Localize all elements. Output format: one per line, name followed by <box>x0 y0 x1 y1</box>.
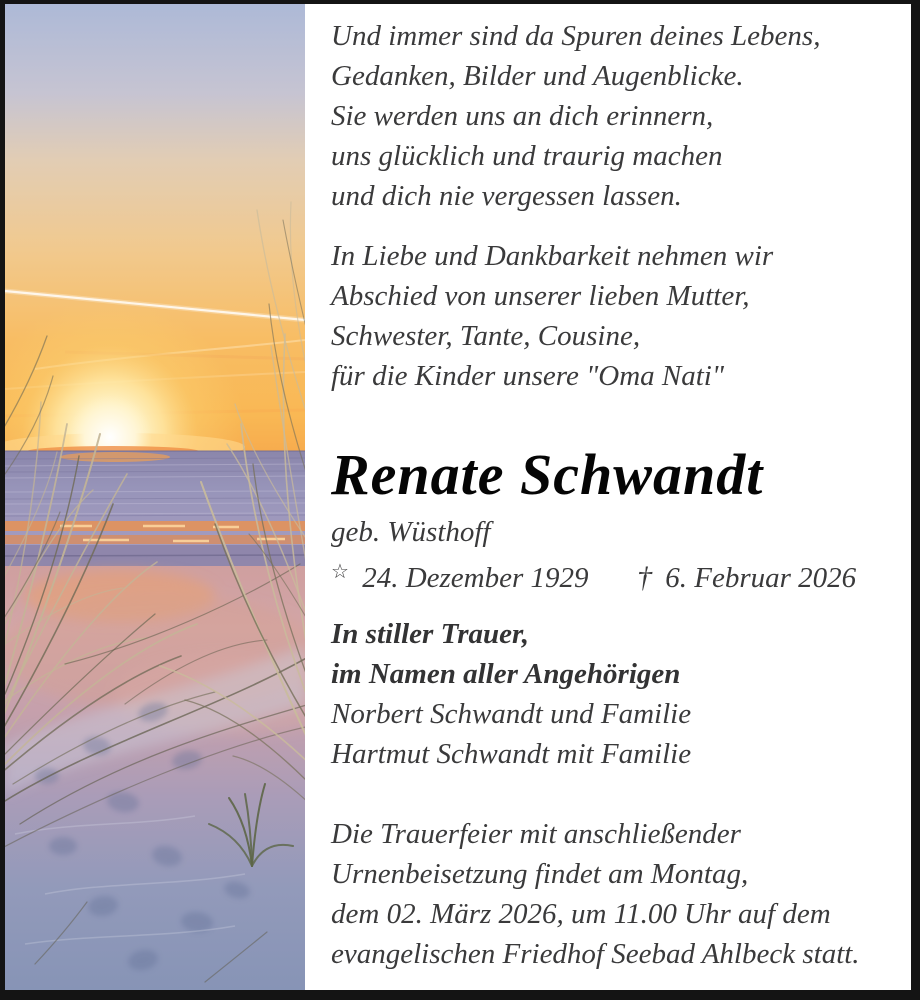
funeral-line: Die Trauerfeier mit anschließender <box>331 818 741 850</box>
life-dates <box>331 552 901 598</box>
beach-sunset-photo <box>5 4 305 990</box>
mourning-block <box>331 614 901 774</box>
intro-line: Abschied von unserer lieben Mutter, <box>331 280 750 312</box>
verse-line: uns glücklich und traurig machen <box>331 140 723 172</box>
notice-text-column <box>305 4 911 990</box>
funeral-line: dem 02. März 2026, um 11.00 Uhr auf dem <box>331 898 831 930</box>
funeral-line: evangelischen Friedhof Seebad Ahlbeck statt. <box>331 938 860 970</box>
verse-line: Und immer sind da Spuren deines Lebens, <box>331 20 821 52</box>
verse-line: Sie werden uns an dich erinnern, <box>331 100 714 132</box>
mourning-line: im Namen aller Angehörigen <box>331 658 681 690</box>
death-date: 6. Februar 2026 <box>665 562 857 594</box>
birth-date: 24. Dezember 1929 <box>362 562 589 594</box>
death-cross-symbol: † <box>637 561 653 594</box>
notice-inner <box>5 4 911 990</box>
intro-line: für die Kinder unsere "Oma Nati" <box>331 360 725 392</box>
maiden-name: geb. Wüsthoff <box>331 516 491 548</box>
intro-line: In Liebe und Dankbarkeit nehmen wir <box>331 240 774 272</box>
farewell-intro <box>331 236 901 396</box>
verse-line: und dich nie vergessen lassen. <box>331 180 682 212</box>
funeral-line: Urnenbeisetzung findet am Montag, <box>331 858 749 890</box>
mourning-line: In stiller Trauer, <box>331 618 529 650</box>
intro-line: Schwester, Tante, Cousine, <box>331 320 641 352</box>
verse-line: Gedanken, Bilder und Augenblicke. <box>331 60 744 92</box>
mourner-name: Hartmut Schwandt mit Familie <box>331 738 692 770</box>
birth-star-symbol: ☆ <box>331 561 349 583</box>
deceased-name: Renate Schwandt <box>331 442 764 507</box>
mourner-name: Norbert Schwandt und Familie <box>331 698 692 730</box>
funeral-details <box>331 814 901 974</box>
memorial-verse <box>331 16 901 216</box>
